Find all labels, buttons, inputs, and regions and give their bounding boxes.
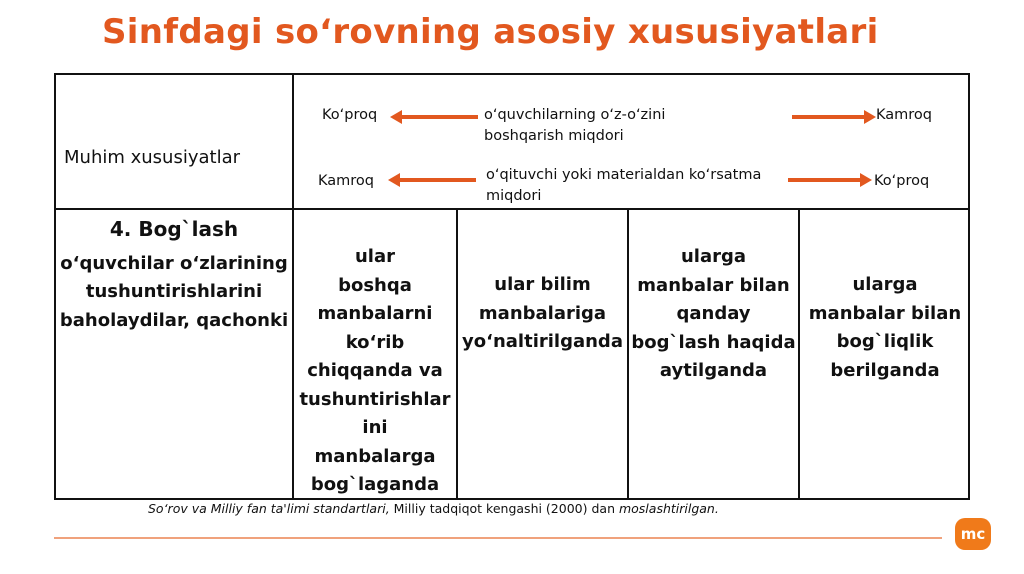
mc-logo-icon: mc [955,518,991,550]
scale-text-2-line2: miqdori [486,188,542,204]
cell-line: manbalarga [314,445,436,467]
row-description-cell [56,215,292,335]
cell-line: chiqqanda va [307,360,443,381]
cell-line: manbalariga [478,302,607,324]
arrow-right-icon [788,173,872,187]
slide-title: Sinfdagi so‘rovning asosiy xususiyatlari [102,12,879,52]
table-cell-col2 [458,271,627,357]
source-citation [148,501,719,516]
scale-left-label-1: Ko‘proq [322,107,378,123]
row-heading: 4. Bog`lash [109,217,239,241]
scale-right-label-1: Kamroq [876,107,932,123]
cell-line: manbalar bilan [637,274,790,296]
cell-line: ini [362,417,388,438]
source-italic-2: moslashtirilgan. [618,501,719,516]
description-line: baholaydilar, qachonki [59,309,289,331]
cell-line: manbalar bilan [808,302,962,324]
cell-line: bog`laganda [310,474,440,495]
cell-line: yo‘naltirilganda [462,331,623,352]
scale-text-1-line2: boshqarish miqdori [484,128,624,144]
cell-line: ularga [680,246,747,267]
footer-divider [54,537,942,539]
cell-line: ularga [852,274,918,295]
table-divider-horizontal [56,208,968,210]
arrow-right-icon [792,110,876,124]
cell-line: aytilganda [659,360,768,381]
features-table [54,73,970,500]
description-line: o‘quvchilar o‘zlarining [60,252,288,274]
cell-line: tushuntirishlar [299,388,451,410]
cell-line: bog`lash haqida [631,331,796,353]
cell-line: ular bilim [494,274,591,295]
scale-right-label-2: Ko‘proq [874,173,930,189]
table-cell-col4 [800,271,970,385]
cell-line: qanday [676,303,751,324]
source-italic-1: So‘rov va Milliy fan ta'limi standartlari, [148,501,390,516]
header-label: Muhim xususiyatlar [64,147,241,168]
cell-line: manbalarni [317,303,433,324]
cell-line: boshqa [338,274,412,296]
scale-left-label-2: Kamroq [318,173,374,189]
scale-text-2-line1: o‘qituvchi yoki materialdan ko‘rsatma [486,167,762,183]
cell-line: ko‘rib [345,331,405,353]
cell-line: bog`liqlik [836,331,934,352]
arrow-left-icon [390,110,478,124]
scale-text-1-line1: o‘quvchilarning o‘z-o‘zini [484,107,666,123]
description-line: tushuntirishlarini [85,281,263,302]
source-normal: Milliy tadqiqot kengashi (2000) dan [389,501,619,516]
cell-line: berilganda [830,359,940,381]
arrow-left-icon [388,173,476,187]
cell-line: ular [354,246,395,267]
table-cell-col1 [294,243,456,500]
table-cell-col3 [629,243,798,386]
